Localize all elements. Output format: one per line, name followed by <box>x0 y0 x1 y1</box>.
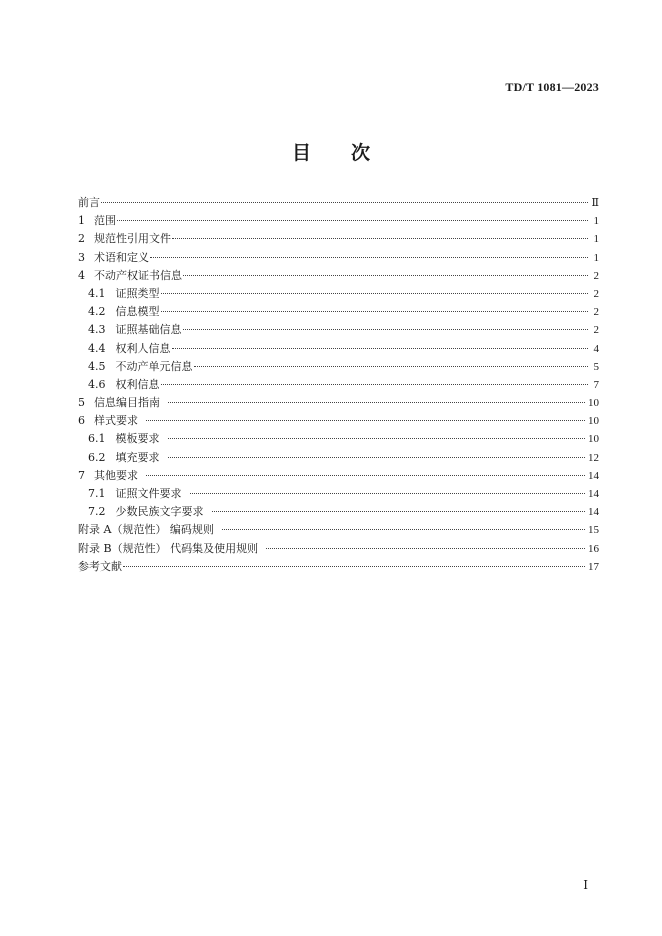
toc-leader-dots <box>117 220 588 221</box>
toc-entry-page: 14 <box>588 469 599 482</box>
toc-entry-number: 4.3 <box>88 323 106 337</box>
toc-entry[interactable] <box>78 485 599 503</box>
toc-entry-number: 4.2 <box>88 305 106 319</box>
toc-entry-label: 参考文献 <box>78 559 122 573</box>
toc-entry[interactable] <box>78 194 599 212</box>
toc-entry[interactable] <box>78 467 599 485</box>
toc-entry-label: 少数民族文字要求 <box>115 505 204 519</box>
toc-entry-number: 4.5 <box>88 359 106 373</box>
toc-entry-number: 3 <box>78 250 85 264</box>
table-of-contents <box>78 194 599 576</box>
toc-entry-page: 4 <box>593 342 599 355</box>
toc-entry-label: 权利信息 <box>115 377 160 391</box>
toc-entry-label: 信息编目指南 <box>94 396 160 410</box>
toc-entry-label: 信息模型 <box>115 305 160 319</box>
toc-entry-label: 权利人信息 <box>115 341 171 355</box>
toc-entry-label: 其他要求 <box>94 468 138 482</box>
toc-entry-page: 2 <box>593 269 599 282</box>
toc-leader-dots <box>183 329 589 330</box>
toc-entry-number: 4.6 <box>88 377 106 391</box>
toc-entry-number: 2 <box>78 232 85 246</box>
toc-entry-page: 2 <box>593 306 599 319</box>
toc-entry-page: 10 <box>588 415 599 428</box>
toc-leader-dots <box>212 511 586 512</box>
toc-leader-dots <box>266 548 585 549</box>
toc-entry[interactable] <box>78 394 599 412</box>
toc-entry-page: 17 <box>588 560 599 573</box>
toc-entry-label: 证照基础信息 <box>115 323 182 337</box>
toc-entry-number: 4 <box>78 268 85 282</box>
toc-entry-page: 15 <box>588 524 599 537</box>
toc-leader-dots <box>161 293 589 294</box>
toc-leader-dots <box>161 311 589 312</box>
toc-leader-dots <box>168 438 586 439</box>
toc-entry-page: 5 <box>593 360 599 373</box>
page-number: Ⅰ <box>583 878 588 892</box>
toc-entry-label: 范围 <box>94 214 116 228</box>
document-code: TD/T 1081—2023 <box>505 80 599 94</box>
toc-entry-page: 12 <box>588 451 599 464</box>
toc-leader-dots <box>146 420 585 421</box>
toc-entry[interactable] <box>78 267 599 285</box>
toc-entry-page: 16 <box>588 542 599 555</box>
toc-entry-number: 1 <box>78 214 85 228</box>
toc-entry[interactable] <box>78 285 599 303</box>
toc-entry-label: 附录 B（规范性） 代码集及使用规则 <box>78 541 259 555</box>
toc-entry-label: 规范性引用文件 <box>94 232 171 246</box>
toc-entry-page: Ⅱ <box>591 197 599 209</box>
toc-entry-number: 6 <box>78 414 85 428</box>
toc-leader-dots <box>190 493 586 494</box>
toc-leader-dots <box>222 529 585 530</box>
toc-entry-page: 10 <box>588 433 599 446</box>
toc-entry-number: 6.1 <box>88 432 106 446</box>
toc-leader-dots <box>168 457 586 458</box>
toc-entry-page: 1 <box>593 215 599 228</box>
toc-entry-label: 填充要求 <box>115 450 160 464</box>
toc-entry-page: 2 <box>593 287 599 300</box>
toc-leader-dots <box>150 257 588 258</box>
toc-entry-number: 7.1 <box>88 487 106 500</box>
toc-entry-label: 附录 A（规范性） 编码规则 <box>78 523 214 537</box>
page-title: 目次 <box>291 142 410 164</box>
toc-entry[interactable] <box>78 321 599 339</box>
toc-entry[interactable] <box>78 340 599 358</box>
toc-entry[interactable] <box>78 503 599 521</box>
toc-entry-number: 7 <box>78 468 85 482</box>
toc-leader-dots <box>172 348 589 349</box>
toc-entry-page: 7 <box>593 378 599 391</box>
toc-entry[interactable] <box>78 212 599 230</box>
toc-leader-dots <box>194 366 589 367</box>
toc-entry-label: 证照文件要求 <box>115 487 182 500</box>
toc-leader-dots <box>123 566 585 567</box>
toc-entry-label: 术语和定义 <box>94 250 149 264</box>
toc-entry-page: 1 <box>593 251 599 264</box>
toc-entry[interactable] <box>78 540 599 558</box>
toc-entry-label: 样式要求 <box>94 414 138 428</box>
toc-entry-page: 14 <box>588 506 599 519</box>
toc-entry[interactable] <box>78 558 599 576</box>
toc-entry[interactable] <box>78 358 599 376</box>
toc-entry[interactable] <box>78 249 599 267</box>
toc-leader-dots <box>101 202 588 203</box>
toc-entry[interactable] <box>78 430 599 448</box>
toc-entry-label: 不动产权证书信息 <box>94 268 182 282</box>
toc-leader-dots <box>161 384 589 385</box>
toc-entry-label: 证照类型 <box>115 286 160 300</box>
toc-entry[interactable] <box>78 521 599 539</box>
toc-entry-label: 前言 <box>78 196 100 209</box>
toc-leader-dots <box>146 475 585 476</box>
toc-entry-label: 不动产单元信息 <box>115 359 193 373</box>
toc-leader-dots <box>168 402 585 403</box>
toc-entry-page: 2 <box>593 324 599 337</box>
toc-entry-label: 模板要求 <box>115 432 160 446</box>
toc-entry-number: 7.2 <box>88 505 106 519</box>
toc-entry[interactable] <box>78 412 599 430</box>
toc-entry[interactable] <box>78 230 599 248</box>
toc-leader-dots <box>172 238 588 239</box>
toc-entry-number: 6.2 <box>88 450 106 464</box>
toc-entry-page: 14 <box>588 488 599 500</box>
toc-entry-number: 5 <box>78 396 85 410</box>
toc-entry[interactable] <box>78 303 599 321</box>
toc-entry-page: 1 <box>593 233 599 246</box>
toc-entry[interactable] <box>78 449 599 467</box>
toc-leader-dots <box>183 275 588 276</box>
toc-entry-number: 4.4 <box>88 341 106 355</box>
toc-entry[interactable] <box>78 376 599 394</box>
toc-entry-number: 4.1 <box>88 286 106 300</box>
toc-entry-page: 10 <box>588 397 599 410</box>
